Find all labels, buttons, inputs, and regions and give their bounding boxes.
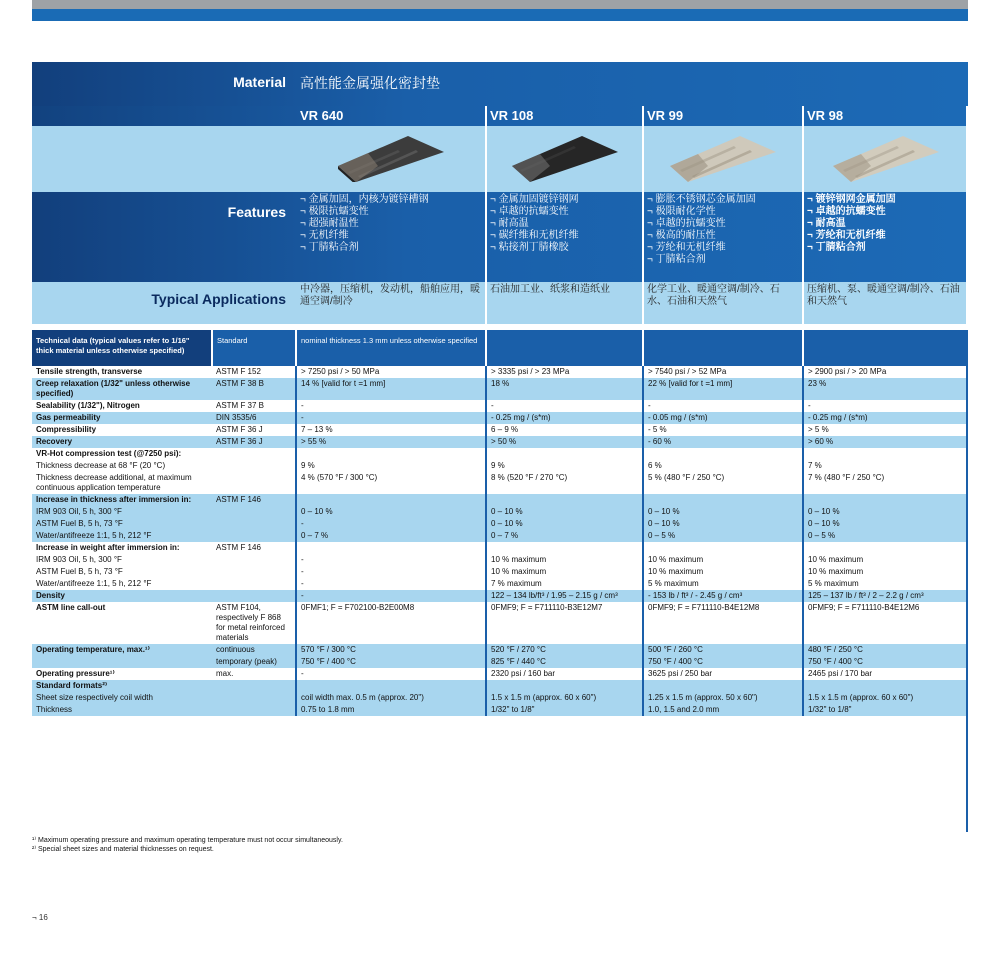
- value-cell: 1/32" to 1/8": [803, 704, 968, 716]
- value-cell: 570 °F / 300 °C: [296, 644, 486, 656]
- value-cell: 520 °F / 270 °C: [486, 644, 643, 656]
- features-cell: [803, 192, 968, 282]
- header-standard-cell: Standard: [212, 330, 296, 366]
- feature-item: ¬ 卓越的抗蠕变性: [490, 206, 569, 217]
- table-header-row: [32, 330, 968, 366]
- value-cell: 750 °F / 400 °C: [296, 656, 486, 668]
- table-row: [32, 472, 968, 494]
- value-cell: -: [296, 400, 486, 412]
- applications-cell: [803, 282, 968, 324]
- value-cell: 125 – 137 lb / ft³ / 2 – 2.2 g / cm³: [803, 590, 968, 602]
- header-note-cell: nominal thickness 1.3 mm unless otherwise specified: [296, 330, 486, 366]
- table-row: [32, 554, 968, 566]
- value-cell: [643, 680, 803, 692]
- feature-item: ¬ 丁腈粘合剂: [300, 242, 359, 253]
- features-cell: [486, 192, 643, 282]
- value-cell: 0 – 10 %: [486, 518, 643, 530]
- feature-item: ¬ 芳纶和无机纤维: [647, 242, 726, 253]
- value-cell: [296, 542, 486, 554]
- standard-cell: continuous: [212, 644, 296, 656]
- feature-item: ¬ 镀锌钢网金属加固: [807, 194, 896, 205]
- property-cell: [32, 644, 212, 656]
- value-cell: > 5 %: [803, 424, 968, 436]
- table-right-border: [966, 330, 968, 832]
- table-row: [32, 542, 968, 554]
- feature-item: ¬ 卓越的抗蠕变性: [647, 218, 726, 229]
- value-cell: [486, 494, 643, 506]
- material-row: [32, 62, 968, 106]
- value-cell: 0 – 10 %: [643, 518, 803, 530]
- features-list: [647, 194, 756, 266]
- product-name-cell: [296, 106, 486, 126]
- table-row: [32, 590, 968, 602]
- page-number: ¬ 16: [32, 913, 48, 922]
- value-cell: -: [486, 400, 643, 412]
- value-cell: 7 %: [803, 460, 968, 472]
- property-label: Increase in thickness after immersion in:: [36, 495, 192, 504]
- value-cell: 0 – 10 %: [803, 518, 968, 530]
- gasket-sample-image: [833, 136, 939, 182]
- value-cell: coil width max. 0.5 m (approx. 20"): [296, 692, 486, 704]
- product-name: VR 99: [647, 108, 684, 123]
- table-row: [32, 494, 968, 506]
- table-row: [32, 644, 968, 656]
- feature-item: ¬ 丁腈粘合剂: [647, 254, 706, 265]
- value-cell: [643, 542, 803, 554]
- value-cell: 825 °F / 440 °C: [486, 656, 643, 668]
- property-cell: [32, 668, 212, 680]
- value-cell: -: [296, 518, 486, 530]
- value-cell: > 2900 psi / > 20 MPa: [803, 366, 968, 378]
- standard-cell: [212, 578, 296, 590]
- value-cell: [486, 680, 643, 692]
- footnote: ²⁾ Special sheet sizes and material thicknesses on request.: [32, 846, 214, 853]
- property-cell: [32, 680, 212, 692]
- value-cell: 10 % maximum: [486, 566, 643, 578]
- property-cell: [32, 506, 212, 518]
- value-cell: [486, 542, 643, 554]
- value-cell: 9 %: [296, 460, 486, 472]
- property-cell: [32, 448, 212, 460]
- feature-item: ¬ 极高的耐压性: [647, 230, 716, 241]
- applications-text: 化学工业、暖通空调/制冷、石水、石油和天然气: [647, 284, 780, 307]
- table-row: [32, 436, 968, 448]
- value-cell: 23 %: [803, 378, 968, 400]
- value-cell: 10 % maximum: [803, 554, 968, 566]
- standard-cell: [212, 590, 296, 602]
- value-cell: -: [296, 566, 486, 578]
- value-cell: 0 – 10 %: [643, 506, 803, 518]
- header-empty-cell: [486, 330, 643, 366]
- features-list: [490, 194, 579, 254]
- gasket-sample-image: [512, 136, 618, 182]
- value-cell: 0 – 7 %: [296, 530, 486, 542]
- standard-cell: ASTM F104, respectively F 868 for metal reinforced materials: [212, 602, 296, 644]
- property-label: Compressibility: [36, 425, 97, 434]
- value-cell: 0FMF9; F = F711110-B4E12M6: [803, 602, 968, 644]
- feature-item: ¬ 金属加固镀锌钢网: [490, 194, 579, 205]
- product-name: VR 98: [807, 108, 844, 123]
- value-cell: 0 – 10 %: [803, 506, 968, 518]
- property-label: Water/antifreeze 1:1, 5 h, 212 °F: [36, 579, 152, 588]
- property-label: Thickness decrease at 68 °F (20 °C): [36, 461, 166, 470]
- product-name-cell: [486, 106, 643, 126]
- product-photo-cell: [803, 126, 968, 192]
- property-cell: [32, 460, 212, 472]
- product-photo-cell: [643, 126, 803, 192]
- feature-item: ¬ 碳纤维和无机纤维: [490, 230, 579, 241]
- value-cell: [296, 494, 486, 506]
- standard-cell: [212, 460, 296, 472]
- table-row: [32, 602, 968, 644]
- value-cell: 500 °F / 260 °C: [643, 644, 803, 656]
- value-cell: 1.25 x 1.5 m (approx. 50 x 60"): [643, 692, 803, 704]
- applications-text: 中冷器，压缩机，发动机，船舶应用，暖通空调/制冷: [300, 284, 480, 307]
- product-names-row: [32, 106, 968, 126]
- table-row: [32, 400, 968, 412]
- property-cell: [32, 400, 212, 412]
- standard-cell: ASTM F 146: [212, 542, 296, 554]
- feature-item: ¬ 耐高温: [490, 218, 529, 229]
- applications-text: 压缩机、泵、暖通空调/制冷、石油和天然气: [807, 284, 960, 307]
- value-cell: 10 % maximum: [486, 554, 643, 566]
- product-name-cell: [803, 106, 968, 126]
- features-cell: [643, 192, 803, 282]
- property-label: Tensile strength, transverse: [36, 367, 143, 376]
- standard-cell: [212, 704, 296, 716]
- value-cell: 2320 psi / 160 bar: [486, 668, 643, 680]
- feature-item: ¬ 粘接剂丁腈橡胶: [490, 242, 569, 253]
- table-row: [32, 578, 968, 590]
- features-row: [32, 192, 968, 282]
- property-label: Sealability (1/32"), Nitrogen: [36, 401, 140, 410]
- value-cell: [486, 448, 643, 460]
- value-cell: -: [296, 554, 486, 566]
- gasket-sample-image: [670, 136, 776, 182]
- value-cell: 7 – 13 %: [296, 424, 486, 436]
- value-cell: [803, 680, 968, 692]
- property-cell: [32, 412, 212, 424]
- property-label: Density: [36, 591, 65, 600]
- table-row: [32, 424, 968, 436]
- value-cell: 9 %: [486, 460, 643, 472]
- value-cell: 2465 psi / 170 bar: [803, 668, 968, 680]
- table-row: [32, 704, 968, 716]
- table-row: [32, 692, 968, 704]
- value-cell: 0 – 5 %: [643, 530, 803, 542]
- value-cell: -: [296, 412, 486, 424]
- property-label: IRM 903 Oil, 5 h, 300 °F: [36, 507, 122, 516]
- value-cell: 1.5 x 1.5 m (approx. 60 x 60"): [486, 692, 643, 704]
- standard-cell: ASTM F 36 J: [212, 436, 296, 448]
- applications-row: [32, 282, 968, 324]
- value-cell: - 5 %: [643, 424, 803, 436]
- standard-cell: ASTM F 38 B: [212, 378, 296, 400]
- value-cell: > 60 %: [803, 436, 968, 448]
- feature-item: ¬ 耐高温: [807, 218, 846, 229]
- property-label: ASTM Fuel B, 5 h, 73 °F: [36, 567, 123, 576]
- standard-cell: ASTM F 36 J: [212, 424, 296, 436]
- value-cell: > 50 %: [486, 436, 643, 448]
- top-blue-bar: [32, 9, 968, 21]
- property-label: Water/antifreeze 1:1, 5 h, 212 °F: [36, 531, 152, 540]
- value-cell: > 7250 psi / > 50 MPa: [296, 366, 486, 378]
- table-row: [32, 566, 968, 578]
- value-cell: - 60 %: [643, 436, 803, 448]
- value-cell: - 0.25 mg / (s*m): [486, 412, 643, 424]
- property-cell: [32, 566, 212, 578]
- property-cell: [32, 436, 212, 448]
- property-cell: [32, 590, 212, 602]
- value-cell: 0 – 7 %: [486, 530, 643, 542]
- property-cell: [32, 472, 212, 494]
- feature-item: ¬ 无机纤维: [300, 230, 349, 241]
- applications-cell: [643, 282, 803, 324]
- value-cell: - 0.25 mg / (s*m): [803, 412, 968, 424]
- property-label: Creep relaxation (1/32" unless otherwise specified): [36, 379, 191, 398]
- technical-data-table: [32, 330, 969, 716]
- property-label: IRM 903 Oil, 5 h, 300 °F: [36, 555, 122, 564]
- value-cell: - 0.05 mg / (s*m): [643, 412, 803, 424]
- property-label: Standard formats²⁾: [36, 681, 108, 690]
- footnote: ¹⁾ Maximum operating pressure and maximum operating temperature must not occur simultaneously.: [32, 837, 343, 844]
- standard-cell: ASTM F 37 B: [212, 400, 296, 412]
- value-cell: 750 °F / 400 °C: [643, 656, 803, 668]
- features-list: [807, 194, 896, 254]
- value-cell: 750 °F / 400 °C: [803, 656, 968, 668]
- product-name: VR 640: [300, 108, 344, 123]
- standard-cell: ASTM F 152: [212, 366, 296, 378]
- features-label: Features: [227, 204, 286, 220]
- applications-label: Typical Applications: [151, 291, 286, 307]
- table-row: [32, 460, 968, 472]
- property-label: Thickness decrease additional, at maximum continuous application temperature: [36, 473, 192, 492]
- property-cell: [32, 542, 212, 554]
- top-grey-bar: [32, 0, 968, 9]
- property-cell: [32, 378, 212, 400]
- table-row: [32, 656, 968, 668]
- value-cell: - 153 lb / ft³ / - 2.45 g / cm³: [643, 590, 803, 602]
- property-label: Gas permeability: [36, 413, 101, 422]
- value-cell: 4 % (570 °F / 300 °C): [296, 472, 486, 494]
- value-cell: -: [296, 578, 486, 590]
- value-cell: > 3335 psi / > 23 MPa: [486, 366, 643, 378]
- value-cell: 7 % (480 °F / 250 °C): [803, 472, 968, 494]
- property-cell: [32, 656, 212, 668]
- value-cell: 0 – 10 %: [296, 506, 486, 518]
- value-cell: 22 % [valid for t =1 mm]: [643, 378, 803, 400]
- product-photos-row: [32, 126, 968, 192]
- property-cell: [32, 424, 212, 436]
- property-label: ASTM line call-out: [36, 603, 106, 612]
- header-empty-cell: [643, 330, 803, 366]
- property-label: Increase in weight after immersion in:: [36, 543, 180, 552]
- applications-cell: [486, 282, 643, 324]
- property-label: Operating pressure¹⁾: [36, 669, 115, 678]
- table-row: [32, 668, 968, 680]
- feature-item: ¬ 金属加固，内核为镀锌槽钢: [300, 194, 429, 205]
- value-cell: 1.5 x 1.5 m (approx. 60 x 60"): [803, 692, 968, 704]
- property-cell: [32, 554, 212, 566]
- value-cell: 7 % maximum: [486, 578, 643, 590]
- standard-cell: DIN 3535/6: [212, 412, 296, 424]
- standard-cell: [212, 554, 296, 566]
- value-cell: 10 % maximum: [643, 554, 803, 566]
- value-cell: -: [643, 400, 803, 412]
- property-cell: [32, 530, 212, 542]
- value-cell: [643, 448, 803, 460]
- property-label: Recovery: [36, 437, 73, 446]
- feature-item: ¬ 极限耐化学性: [647, 206, 716, 217]
- value-cell: 5 % (480 °F / 250 °C): [643, 472, 803, 494]
- table-row: [32, 518, 968, 530]
- value-cell: 10 % maximum: [803, 566, 968, 578]
- value-cell: 0FMF9; F = F711110-B3E12M7: [486, 602, 643, 644]
- standard-cell: [212, 472, 296, 494]
- applications-text: 石油加工业、纸浆和造纸业: [490, 284, 610, 295]
- standard-cell: ASTM F 146: [212, 494, 296, 506]
- gasket-sample-image: [338, 136, 444, 182]
- value-cell: 6 %: [643, 460, 803, 472]
- value-cell: -: [296, 668, 486, 680]
- property-label: Thickness: [36, 705, 73, 714]
- property-label: Sheet size respectively coil width: [36, 693, 153, 702]
- standard-cell: temporary (peak): [212, 656, 296, 668]
- table-row: [32, 366, 968, 378]
- table-row: [32, 530, 968, 542]
- property-cell: [32, 692, 212, 704]
- value-cell: 0FMF9; F = F711110-B4E12M8: [643, 602, 803, 644]
- value-cell: 10 % maximum: [643, 566, 803, 578]
- value-cell: 0FMF1; F = F702100-B2E00M8: [296, 602, 486, 644]
- table-row: [32, 680, 968, 692]
- standard-cell: [212, 448, 296, 460]
- value-cell: 0.75 to 1.8 mm: [296, 704, 486, 716]
- value-cell: > 55 %: [296, 436, 486, 448]
- value-cell: 122 – 134 lb/ft³ / 1.95 – 2.15 g / cm³: [486, 590, 643, 602]
- property-cell: [32, 602, 212, 644]
- table-row: [32, 412, 968, 424]
- property-cell: [32, 518, 212, 530]
- product-name-cell: [643, 106, 803, 126]
- product-name: VR 108: [490, 108, 534, 123]
- feature-item: ¬ 超强耐温性: [300, 218, 359, 229]
- product-photo-cell: [296, 126, 486, 192]
- value-cell: 6 – 9 %: [486, 424, 643, 436]
- value-cell: [296, 448, 486, 460]
- value-cell: 3625 psi / 250 bar: [643, 668, 803, 680]
- value-cell: [803, 448, 968, 460]
- product-photo-cell: [486, 126, 643, 192]
- value-cell: 1.0, 1.5 and 2.0 mm: [643, 704, 803, 716]
- table-row: [32, 448, 968, 460]
- material-title: 高性能金属强化密封垫: [300, 75, 440, 91]
- feature-item: ¬ 丁腈粘合剂: [807, 242, 866, 253]
- value-cell: [643, 494, 803, 506]
- table-row: [32, 506, 968, 518]
- standard-cell: [212, 530, 296, 542]
- standard-cell: [212, 680, 296, 692]
- standard-cell: [212, 692, 296, 704]
- header-empty-cell: [803, 330, 968, 366]
- standard-cell: [212, 506, 296, 518]
- property-label: VR-Hot compression test (@7250 psi):: [36, 449, 182, 458]
- property-cell: [32, 704, 212, 716]
- value-cell: -: [803, 400, 968, 412]
- value-cell: 1/32" to 1/8": [486, 704, 643, 716]
- features-list: [300, 194, 429, 254]
- standard-cell: max.: [212, 668, 296, 680]
- value-cell: 5 % maximum: [803, 578, 968, 590]
- value-cell: 14 % [valid for t =1 mm]: [296, 378, 486, 400]
- feature-item: ¬ 卓越的抗蠕变性: [807, 206, 886, 217]
- property-cell: [32, 578, 212, 590]
- feature-item: ¬ 芳纶和无机纤维: [807, 230, 886, 241]
- value-cell: > 7540 psi / > 52 MPa: [643, 366, 803, 378]
- table-row: [32, 378, 968, 400]
- header-key-cell: Technical data (typical values refer to 1/16" thick material unless otherwise specified): [32, 330, 212, 366]
- property-label: Operating temperature, max.¹⁾: [36, 645, 150, 654]
- value-cell: 0 – 10 %: [486, 506, 643, 518]
- value-cell: [803, 494, 968, 506]
- feature-item: ¬ 极限抗蠕变性: [300, 206, 369, 217]
- value-cell: [803, 542, 968, 554]
- feature-item: ¬ 膨胀不锈钢芯金属加固: [647, 194, 756, 205]
- value-cell: 8 % (520 °F / 270 °C): [486, 472, 643, 494]
- features-cell: [296, 192, 486, 282]
- value-cell: -: [296, 590, 486, 602]
- property-cell: [32, 366, 212, 378]
- value-cell: 0 – 5 %: [803, 530, 968, 542]
- standard-cell: [212, 518, 296, 530]
- value-cell: 5 % maximum: [643, 578, 803, 590]
- value-cell: 18 %: [486, 378, 643, 400]
- product-header: [32, 62, 968, 324]
- applications-cell: [296, 282, 486, 324]
- material-label: Material: [233, 74, 286, 90]
- value-cell: [296, 680, 486, 692]
- footnotes: [32, 836, 343, 854]
- standard-cell: [212, 566, 296, 578]
- property-label: ASTM Fuel B, 5 h, 73 °F: [36, 519, 123, 528]
- property-cell: [32, 494, 212, 506]
- value-cell: 480 °F / 250 °C: [803, 644, 968, 656]
